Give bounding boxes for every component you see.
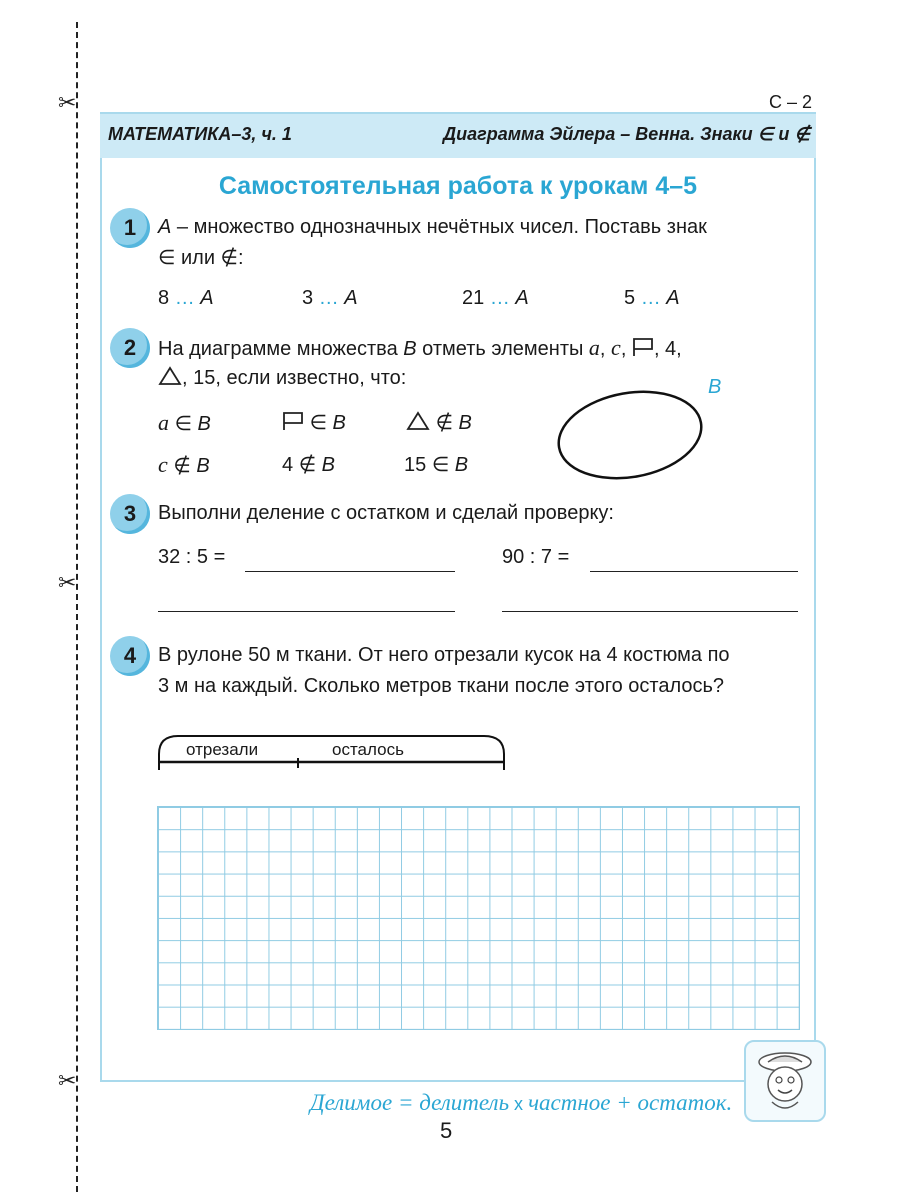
page-number: 5 xyxy=(440,1118,453,1143)
task3-text: Выполни деление с остатком и сделай проверку: xyxy=(158,502,614,524)
page-code: С – 2 xyxy=(768,92,812,112)
task-number-2: 2 xyxy=(110,328,150,368)
set-variable: А xyxy=(158,216,172,238)
task1-statement: – множество однозначных нечётных чисел. Поставь знак xyxy=(171,216,707,238)
triangle-icon xyxy=(406,411,430,431)
expression-1: 32 : 5 = xyxy=(158,546,226,568)
expression-2: 90 : 7 = xyxy=(502,546,570,568)
task1-item: 3 … А xyxy=(302,287,358,309)
condition: ∉ B xyxy=(406,410,472,435)
segment-label-left: осталось xyxy=(332,740,404,759)
task4-line2: 3 м на каждый. Сколько метров ткани после этого осталось? xyxy=(158,675,725,697)
set-b-diagram[interactable] xyxy=(550,386,710,482)
task4-line1: В рулоне 50 м ткани. От него отрезали кусок на 4 костюма по xyxy=(158,644,730,666)
task1-item: 21 … А xyxy=(462,287,529,309)
task-number-4: 4 xyxy=(110,636,150,676)
footer-rule: Делимое = делитель x частное + остаток. xyxy=(310,1090,733,1115)
task-number-3: 3 xyxy=(110,494,150,534)
scissors-icon: ✂ xyxy=(58,1068,77,1093)
answer-line[interactable] xyxy=(502,611,798,612)
header-subject: МАТЕМАТИКА–3, ч. 1 xyxy=(108,124,292,144)
mascot-icon xyxy=(746,1042,824,1120)
condition: a ∈ B xyxy=(158,410,211,435)
set-b-label: B xyxy=(708,376,722,398)
task1-item: 5 … А xyxy=(624,287,680,309)
condition: 4 ∉ B xyxy=(282,454,336,476)
segment-label-cut: отрезали xyxy=(186,740,259,759)
condition: 15 ∈ B xyxy=(404,454,469,476)
answer-line[interactable] xyxy=(245,571,455,572)
condition: ∈ B xyxy=(282,410,346,435)
condition: c ∉ B xyxy=(158,452,210,477)
page-title: Самостоятельная работа к урокам 4–5 xyxy=(218,172,698,200)
task1-text-2: ∈ или ∉: xyxy=(158,247,244,269)
task2-line1: На диаграмме множества B отметь элементы a, c, , 4, xyxy=(158,335,682,360)
task1-item: 8 … А xyxy=(158,287,214,309)
answer-grid[interactable] xyxy=(157,806,800,1030)
cut-line xyxy=(76,22,78,1192)
triangle-icon xyxy=(158,366,182,386)
scissors-icon: ✂ xyxy=(58,90,77,115)
task1-text xyxy=(158,212,707,243)
scissors-icon: ✂ xyxy=(58,570,77,595)
task-number-1: 1 xyxy=(110,208,150,248)
task2-line2: , 15, если известно, что: xyxy=(158,363,406,394)
flag-icon xyxy=(632,337,654,357)
header-topic: Диаграмма Эйлера – Венна. Знаки ∈ и ∉ xyxy=(443,124,810,144)
flag-icon xyxy=(282,411,304,431)
answer-line[interactable] xyxy=(158,611,455,612)
answer-line[interactable] xyxy=(590,571,798,572)
mascot-image xyxy=(744,1040,826,1122)
